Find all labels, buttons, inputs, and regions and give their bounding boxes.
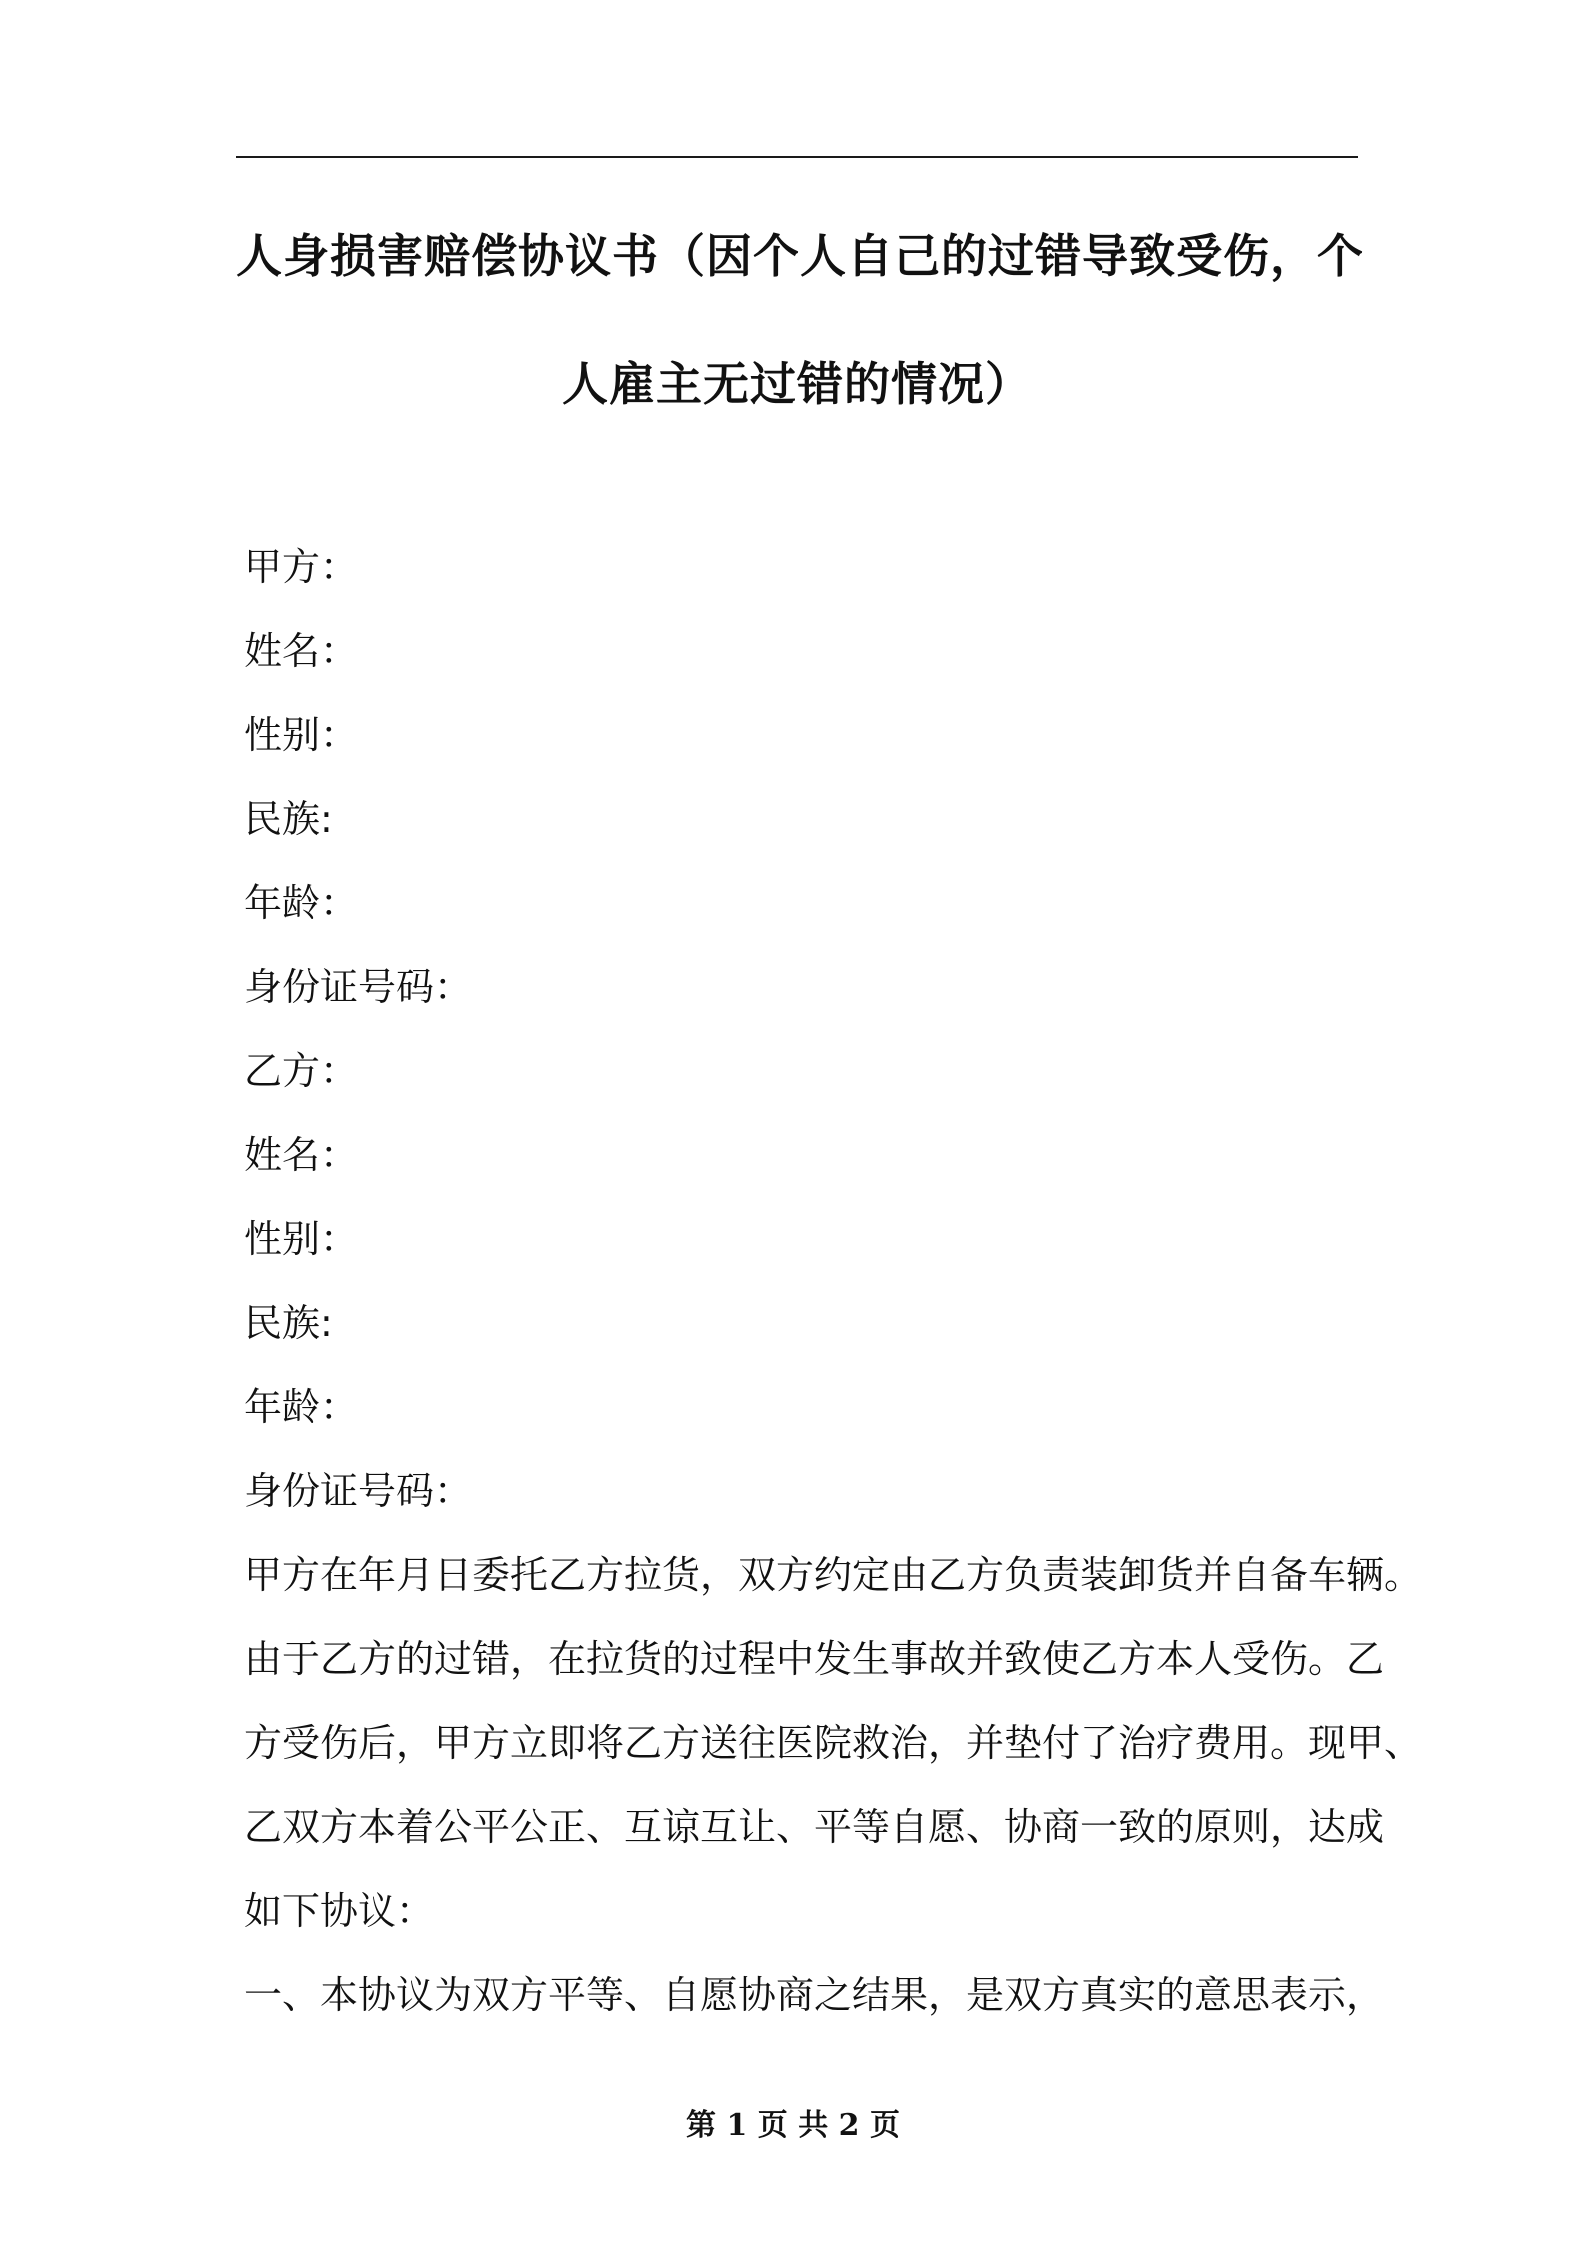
page-number-footer: 第 1 页 共 2 页 [686, 2108, 900, 2143]
header-rule [236, 156, 1358, 158]
party-b-heading: 乙方： [244, 1049, 359, 1093]
party-b-age-label: 年龄： [244, 1385, 359, 1429]
document-title-line-2: 人雇主无过错的情况） [562, 357, 1032, 411]
party-a-name-label: 姓名： [244, 629, 359, 673]
body-line: 由于乙方的过错，在拉货的过程中发生事故并致使乙方本人受伤。乙 [244, 1637, 1385, 1681]
party-a-heading: 甲方： [244, 545, 359, 589]
clause-one-line: 一、本协议为双方平等、自愿协商之结果，是双方真实的意思表示， [244, 1973, 1385, 2017]
body-line: 乙双方本着公平公正、互谅互让、平等自愿、协商一致的原则，达成 [244, 1805, 1385, 1849]
party-b-gender-label: 性别： [244, 1217, 359, 1261]
party-a-age-label: 年龄： [244, 881, 359, 925]
party-b-name-label: 姓名： [244, 1133, 359, 1177]
party-a-ethnicity-label: 民族: [244, 797, 333, 841]
party-b-ethnicity-label: 民族: [244, 1301, 333, 1345]
party-a-gender-label: 性别： [244, 713, 359, 757]
body-line: 甲方在年月日委托乙方拉货，双方约定由乙方负责装卸货并自备车辆。 [244, 1553, 1423, 1597]
party-a-id-label: 身份证号码： [244, 965, 473, 1009]
body-line: 方受伤后，甲方立即将乙方送往医院救治，并垫付了治疗费用。现甲、 [244, 1721, 1423, 1765]
document-title-line-1: 人身损害赔偿协议书（因个人自己的过错导致受伤，个 [236, 229, 1364, 283]
party-b-id-label: 身份证号码： [244, 1469, 473, 1513]
body-line: 如下协议： [244, 1889, 435, 1933]
